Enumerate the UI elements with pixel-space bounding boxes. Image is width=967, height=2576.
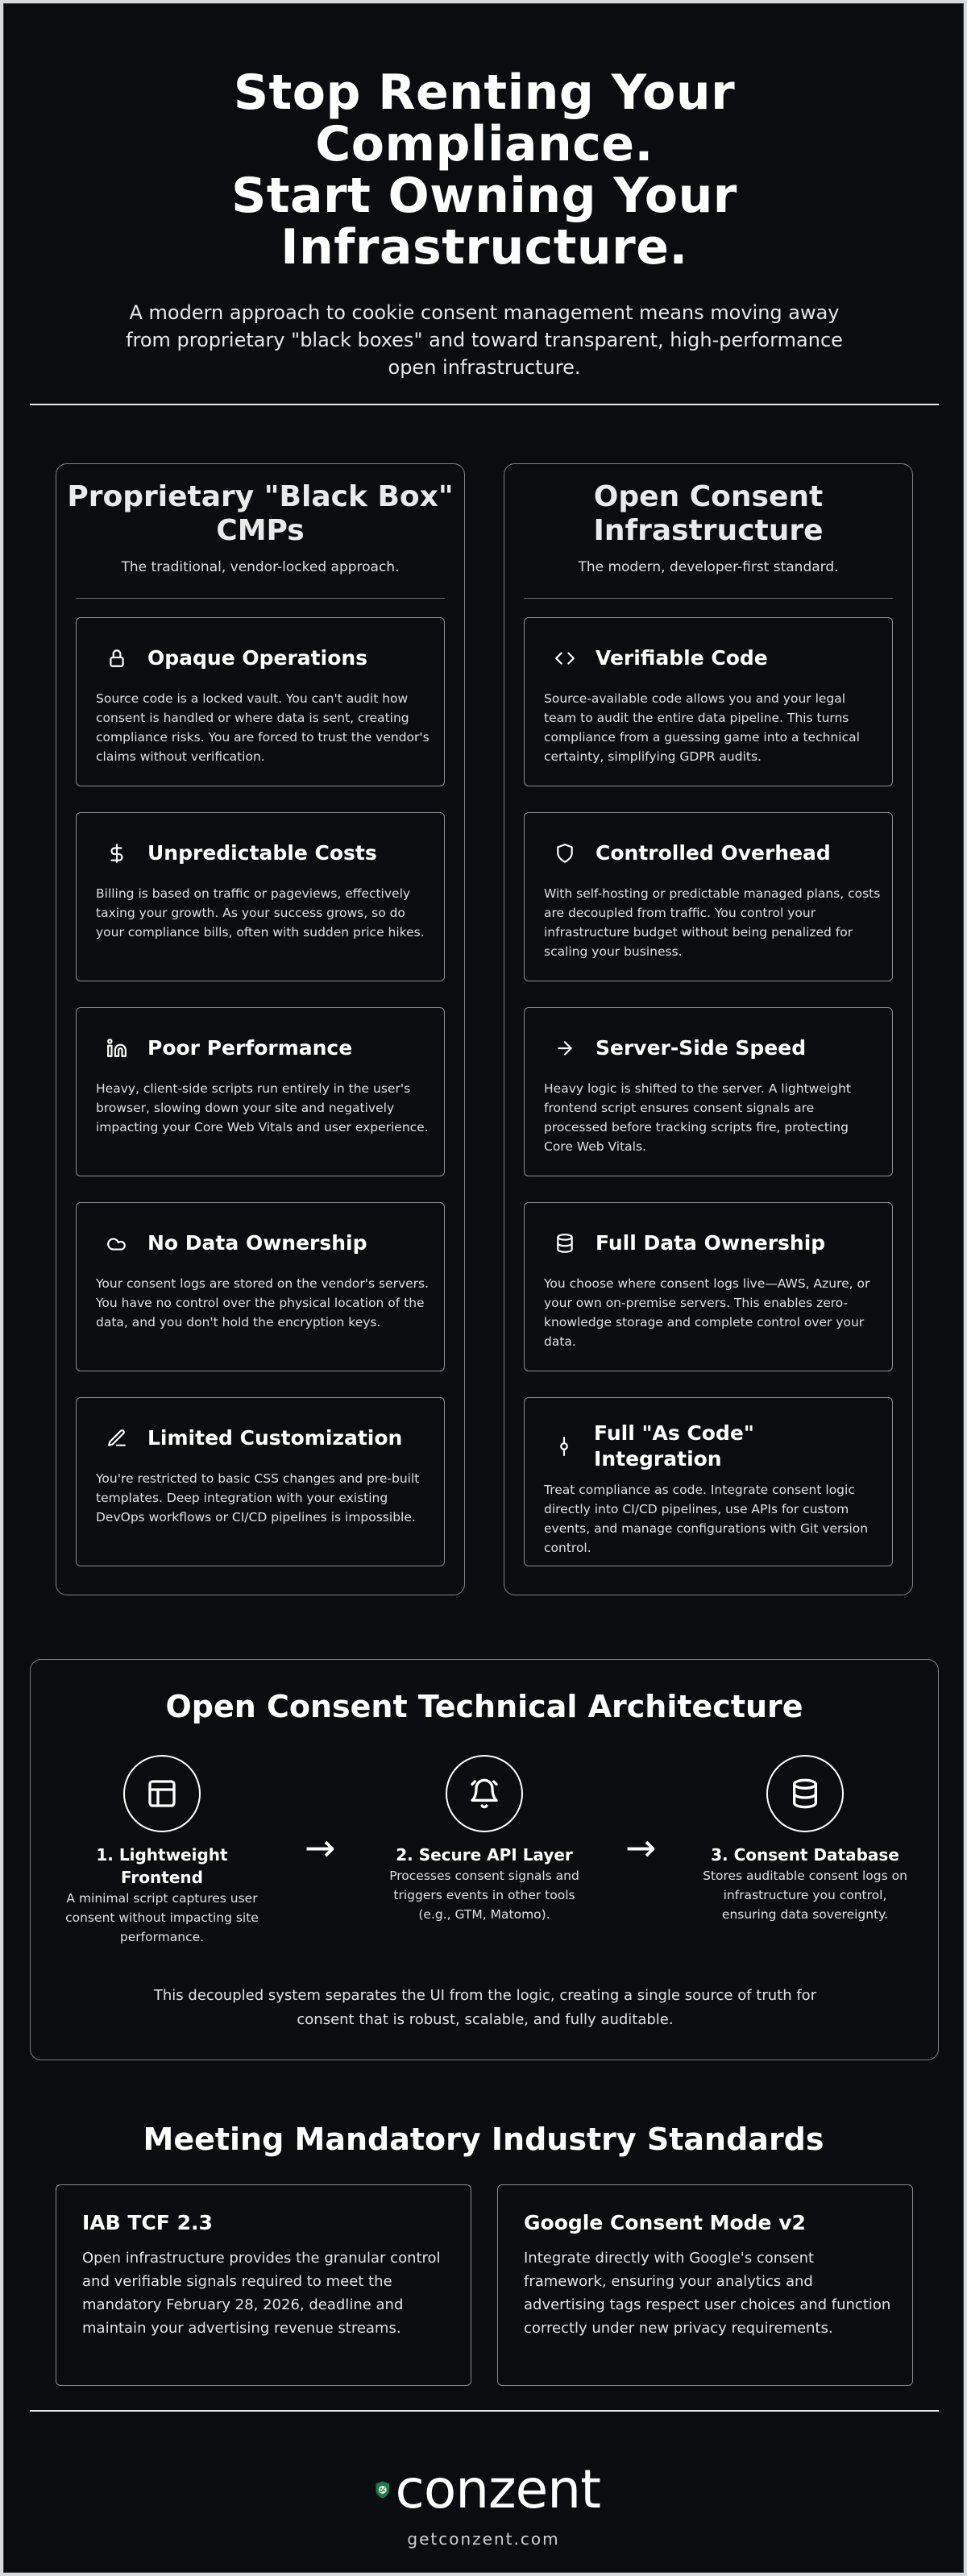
card-opaque-operations bbox=[76, 617, 445, 786]
conzent-logo bbox=[375, 2458, 600, 2520]
card-body: You're restricted to basic CSS changes and pre-built templates. Deep integration with your existing DevOps workflows or CI/CD pipelines is impossible. bbox=[96, 1471, 420, 1524]
git-commit-icon bbox=[550, 1432, 578, 1461]
card-poor-performance bbox=[76, 1007, 445, 1176]
card-body: You choose where consent logs live—AWS, Azure, or your own on-premise servers. This enables zero-knowledge storage and complete control over your data. bbox=[544, 1276, 870, 1349]
arrow-right-icon bbox=[550, 1034, 579, 1063]
dollar-icon bbox=[102, 839, 131, 868]
step-title: 2. Secure API Layer bbox=[396, 1845, 573, 1865]
architecture-title: Open Consent Technical Architecture bbox=[165, 1689, 803, 1724]
architecture-step-database bbox=[696, 1755, 914, 1924]
open-column bbox=[504, 463, 913, 1595]
hero-subtitle: A modern approach to cookie consent management means moving away from proprietary "black boxes" and toward transparent, high-performance open infrastructure. bbox=[126, 301, 843, 379]
database-icon bbox=[766, 1755, 844, 1832]
standard-body: Open infrastructure provides the granular control and verifiable signals required to meet the mandatory February 28, 2026, deadline and maintain your advertising revenue streams. bbox=[82, 2250, 441, 2337]
architecture-step-frontend bbox=[53, 1755, 271, 1947]
card-body: Heavy, client-side scripts run entirely in the user's browser, slowing down your site and negatively impacting your Core Web Vitals and user experience. bbox=[96, 1081, 429, 1135]
layout-icon bbox=[123, 1755, 201, 1832]
architecture-step-api bbox=[376, 1755, 593, 1924]
card-full-data-ownership bbox=[524, 1202, 893, 1371]
arrow-right-icon: → bbox=[305, 1826, 336, 1869]
proprietary-title: Proprietary "Black Box" CMPs bbox=[67, 480, 454, 547]
card-body: Treat compliance as code. Integrate consent logic directly into CI/CD pipelines, use APIs for custom events, and manage configurations with Git version control. bbox=[544, 1483, 869, 1555]
cloud-icon bbox=[102, 1229, 131, 1258]
card-title: Server-Side Speed bbox=[596, 1036, 807, 1060]
card-title: Verifiable Code bbox=[596, 646, 768, 670]
divider bbox=[76, 598, 445, 599]
card-title: Full Data Ownership bbox=[596, 1231, 826, 1255]
architecture-section bbox=[30, 1659, 939, 2060]
card-unpredictable-costs bbox=[76, 812, 445, 981]
step-title: 1. Lightweight Frontend bbox=[96, 1845, 228, 1887]
database-icon bbox=[550, 1229, 579, 1258]
bell-icon bbox=[446, 1755, 523, 1832]
card-title: Full "As Code" Integration bbox=[594, 1421, 754, 1471]
card-body: Source code is a locked vault. You can't audit how consent is handled or where data is sent, creating compliance risks. You are forced to trust the vendor's claims without verification. bbox=[96, 691, 430, 764]
card-verifiable-code bbox=[524, 617, 893, 786]
open-tagline: The modern, developer-first standard. bbox=[578, 559, 839, 575]
standard-iab-tcf bbox=[56, 2184, 471, 2386]
card-title: No Data Ownership bbox=[147, 1231, 367, 1255]
pencil-icon bbox=[102, 1424, 131, 1453]
open-title: Open Consent Infrastructure bbox=[593, 480, 824, 547]
card-title: Poor Performance bbox=[147, 1036, 353, 1060]
architecture-note: This decoupled system separates the UI from the logic, creating a single source of truth for consent that is robust, scalable, and fully auditable. bbox=[153, 1987, 817, 2028]
card-body: Source-available code allows you and your legal team to audit the entire data pipeline. This turns compliance from a guessing game into a technical certainty, simplifying GDPR audits. bbox=[544, 691, 860, 764]
standard-body: Integrate directly with Google's consent framework, ensuring your analytics and advertising tags respect user choices and function correctly under new privacy requirements. bbox=[524, 2250, 891, 2337]
step-title: 3. Consent Database bbox=[711, 1845, 899, 1865]
standard-title: Google Consent Mode v2 bbox=[524, 2211, 806, 2234]
proprietary-tagline: The traditional, vendor-locked approach. bbox=[121, 559, 400, 575]
divider bbox=[30, 404, 939, 405]
card-title: Controlled Overhead bbox=[596, 841, 831, 865]
site-url[interactable]: getconzent.com bbox=[407, 2529, 560, 2549]
card-as-code-integration bbox=[524, 1397, 893, 1566]
card-title: Limited Customization bbox=[147, 1426, 403, 1450]
arrow-right-icon: → bbox=[625, 1826, 657, 1869]
card-body: Heavy logic is shifted to the server. A lightweight frontend script ensures consent signals are processed before tracking scripts fire, protecting Core Web Vitals. bbox=[544, 1081, 851, 1154]
infographic-page bbox=[3, 3, 964, 2573]
linkedin-icon bbox=[102, 1034, 131, 1063]
standard-google-consent-mode bbox=[497, 2184, 913, 2386]
card-title: Opaque Operations bbox=[147, 646, 368, 670]
divider bbox=[30, 2410, 939, 2412]
lock-icon bbox=[102, 644, 131, 673]
card-body: Your consent logs are stored on the vendor's servers. You have no control over the physical location of the data, and you don't hold the encryption keys. bbox=[96, 1276, 430, 1329]
step-desc: Processes consent signals and triggers events in other tools (e.g., GTM, Matomo). bbox=[389, 1869, 579, 1922]
card-server-side-speed bbox=[524, 1007, 893, 1176]
proprietary-column bbox=[56, 463, 465, 1595]
card-no-data-ownership bbox=[76, 1202, 445, 1371]
code-icon bbox=[550, 644, 579, 673]
card-limited-customization bbox=[76, 1397, 445, 1566]
logo-wordmark: conzent bbox=[395, 2458, 600, 2520]
step-desc: Stores auditable consent logs on infrastructure you control, ensuring data sovereignty. bbox=[703, 1869, 907, 1922]
shield-icon bbox=[550, 839, 579, 868]
hero bbox=[4, 64, 964, 381]
card-title: Unpredictable Costs bbox=[147, 841, 377, 865]
card-controlled-overhead bbox=[524, 812, 893, 981]
card-body: With self-hosting or predictable managed plans, costs are decoupled from traffic. You control your infrastructure budget without being penalized for scaling your business. bbox=[544, 886, 881, 959]
divider bbox=[524, 598, 893, 599]
shield-logo-icon bbox=[375, 2464, 391, 2516]
standards-title: Meeting Mandatory Industry Standards bbox=[143, 2122, 824, 2157]
step-desc: A minimal script captures user consent without impacting site performance. bbox=[65, 1891, 259, 1944]
hero-title: Stop Renting Your Compliance. Start Owning Your Infrastructure. bbox=[231, 64, 737, 276]
card-body: Billing is based on traffic or pageviews, effectively taxing your growth. As your success grows, so do your compliance bills, often with sudden price hikes. bbox=[96, 886, 425, 940]
standard-title: IAB TCF 2.3 bbox=[82, 2211, 213, 2234]
